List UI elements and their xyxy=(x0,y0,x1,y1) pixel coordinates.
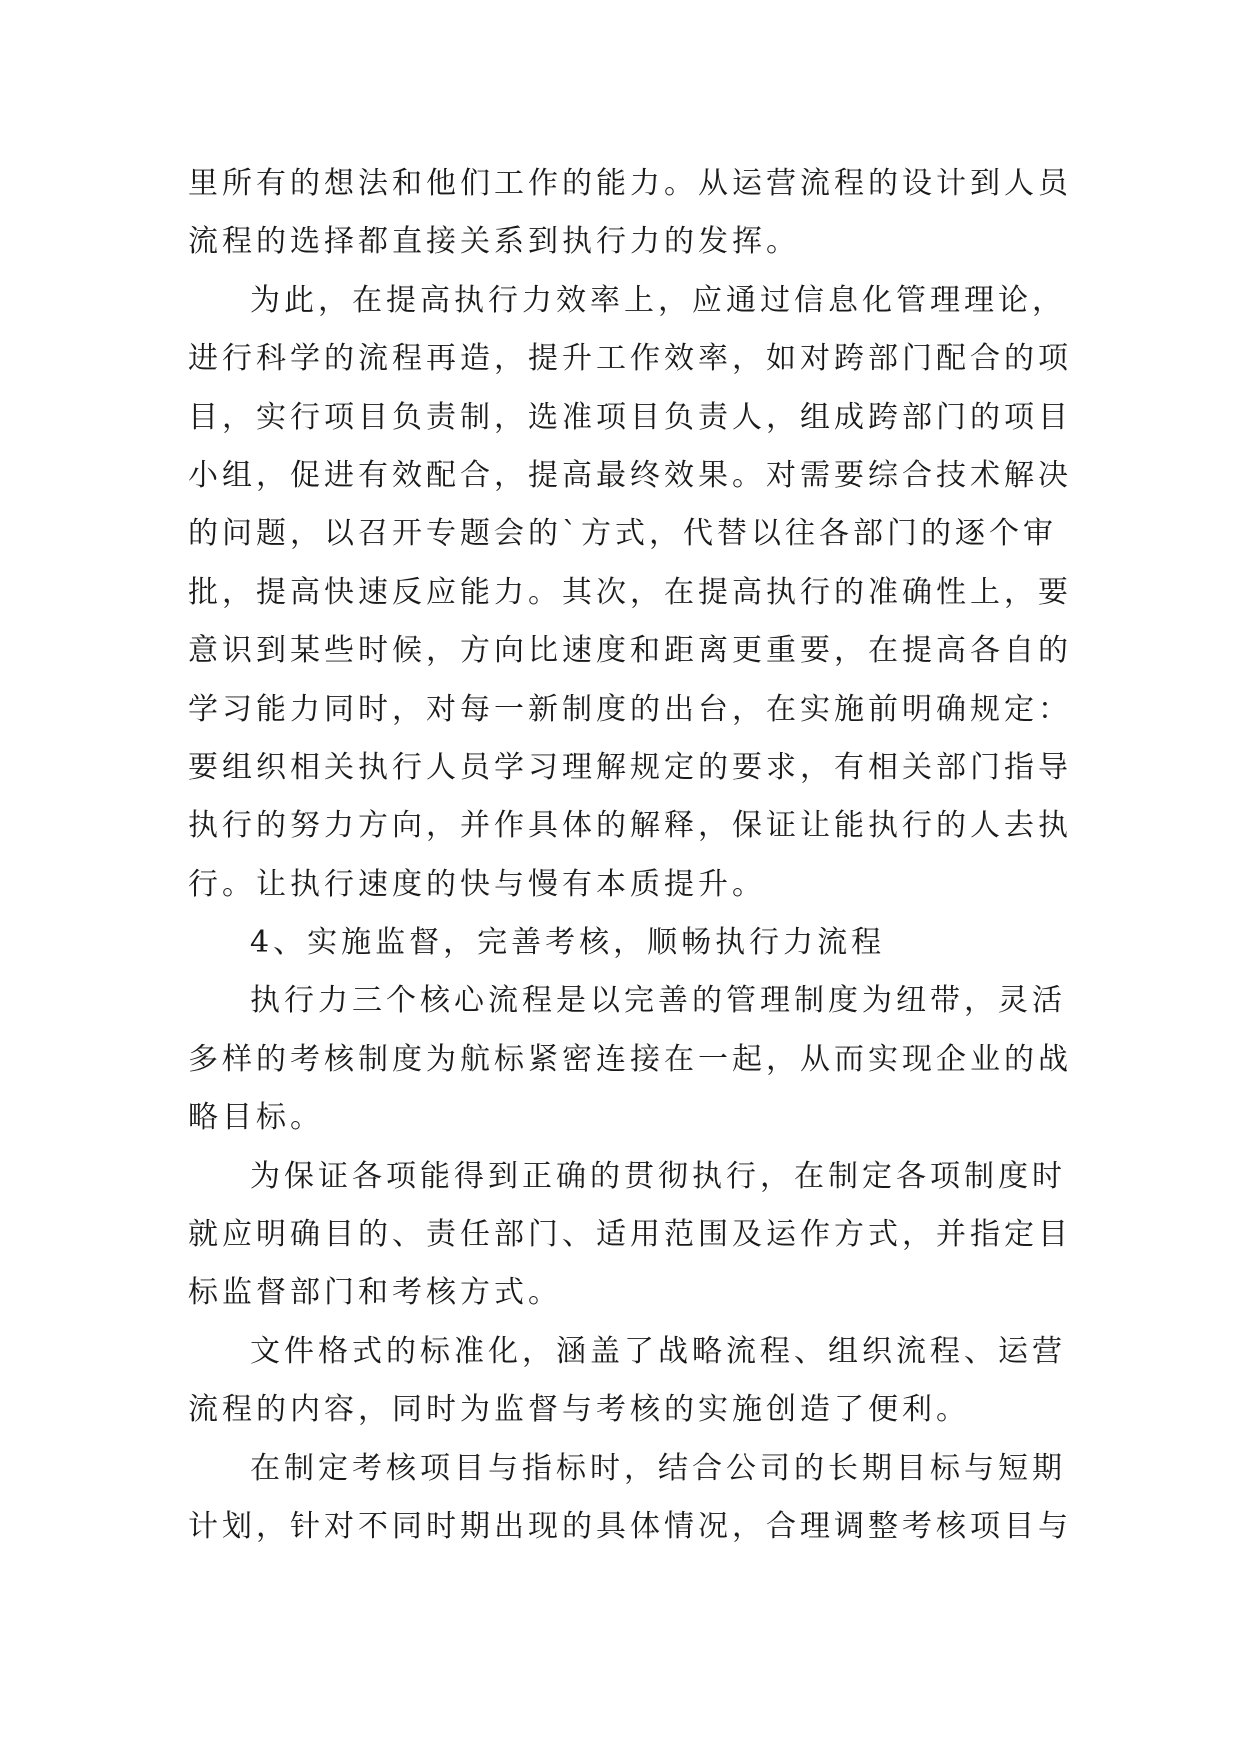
text-line: 目，实行项目负责制，选准项目负责人，组成跨部门的项目 xyxy=(188,399,1072,435)
text-line: 流程的选择都直接关系到执行力的发挥。 xyxy=(188,224,800,260)
text-line: 小组，促进有效配合，提高最终效果。对需要综合技术解决 xyxy=(188,457,1072,493)
text-line: 在制定考核项目与指标时，结合公司的长期目标与短期 xyxy=(250,1450,1066,1486)
text-line: 4、实施监督，完善考核，顺畅执行力流程 xyxy=(250,925,886,961)
text-line: 里所有的想法和他们工作的能力。从运营流程的设计到人员 xyxy=(188,166,1072,201)
text-line: 就应明确目的、责任部门、适用范围及运作方式，并指定目 xyxy=(188,1217,1072,1253)
text-line: 意识到某些时候，方向比速度和距离更重要，在提高各自的 xyxy=(188,633,1072,669)
text-line: 进行科学的流程再造，提升工作效率，如对跨部门配合的项 xyxy=(188,341,1072,377)
text-line: 文件格式的标准化，涵盖了战略流程、组织流程、运营 xyxy=(250,1333,1066,1369)
text-line: 执行的努力方向，并作具体的解释，保证让能执行的人去执 xyxy=(188,808,1072,844)
text-line: 多样的考核制度为航标紧密连接在一起，从而实现企业的战 xyxy=(188,1041,1072,1077)
text-line: 的问题，以召开专题会的`方式，代替以往各部门的逐个审 xyxy=(188,516,1057,552)
text-line: 批，提高快速反应能力。其次，在提高执行的准确性上，要 xyxy=(188,574,1072,610)
text-line: 略目标。 xyxy=(188,1100,324,1136)
text-line: 为此，在提高执行力效率上，应通过信息化管理理论， xyxy=(250,282,1066,318)
body-text xyxy=(188,155,1072,1556)
text-line: 学习能力同时，对每一新制度的出台，在实施前明确规定： xyxy=(188,691,1072,727)
text-line: 为保证各项能得到正确的贯彻执行，在制定各项制度时 xyxy=(250,1158,1066,1194)
text-line: 计划，针对不同时期出现的具体情况，合理调整考核项目与 xyxy=(188,1508,1072,1544)
text-line: 标监督部门和考核方式。 xyxy=(188,1275,562,1311)
text-line: 执行力三个核心流程是以完善的管理制度为纽带，灵活 xyxy=(250,983,1066,1019)
text-line: 流程的内容，同时为监督与考核的实施创造了便利。 xyxy=(188,1392,970,1428)
text-line: 要组织相关执行人员学习理解规定的要求，有相关部门指导 xyxy=(188,749,1072,785)
text-line: 行。让执行速度的快与慢有本质提升。 xyxy=(188,866,766,902)
